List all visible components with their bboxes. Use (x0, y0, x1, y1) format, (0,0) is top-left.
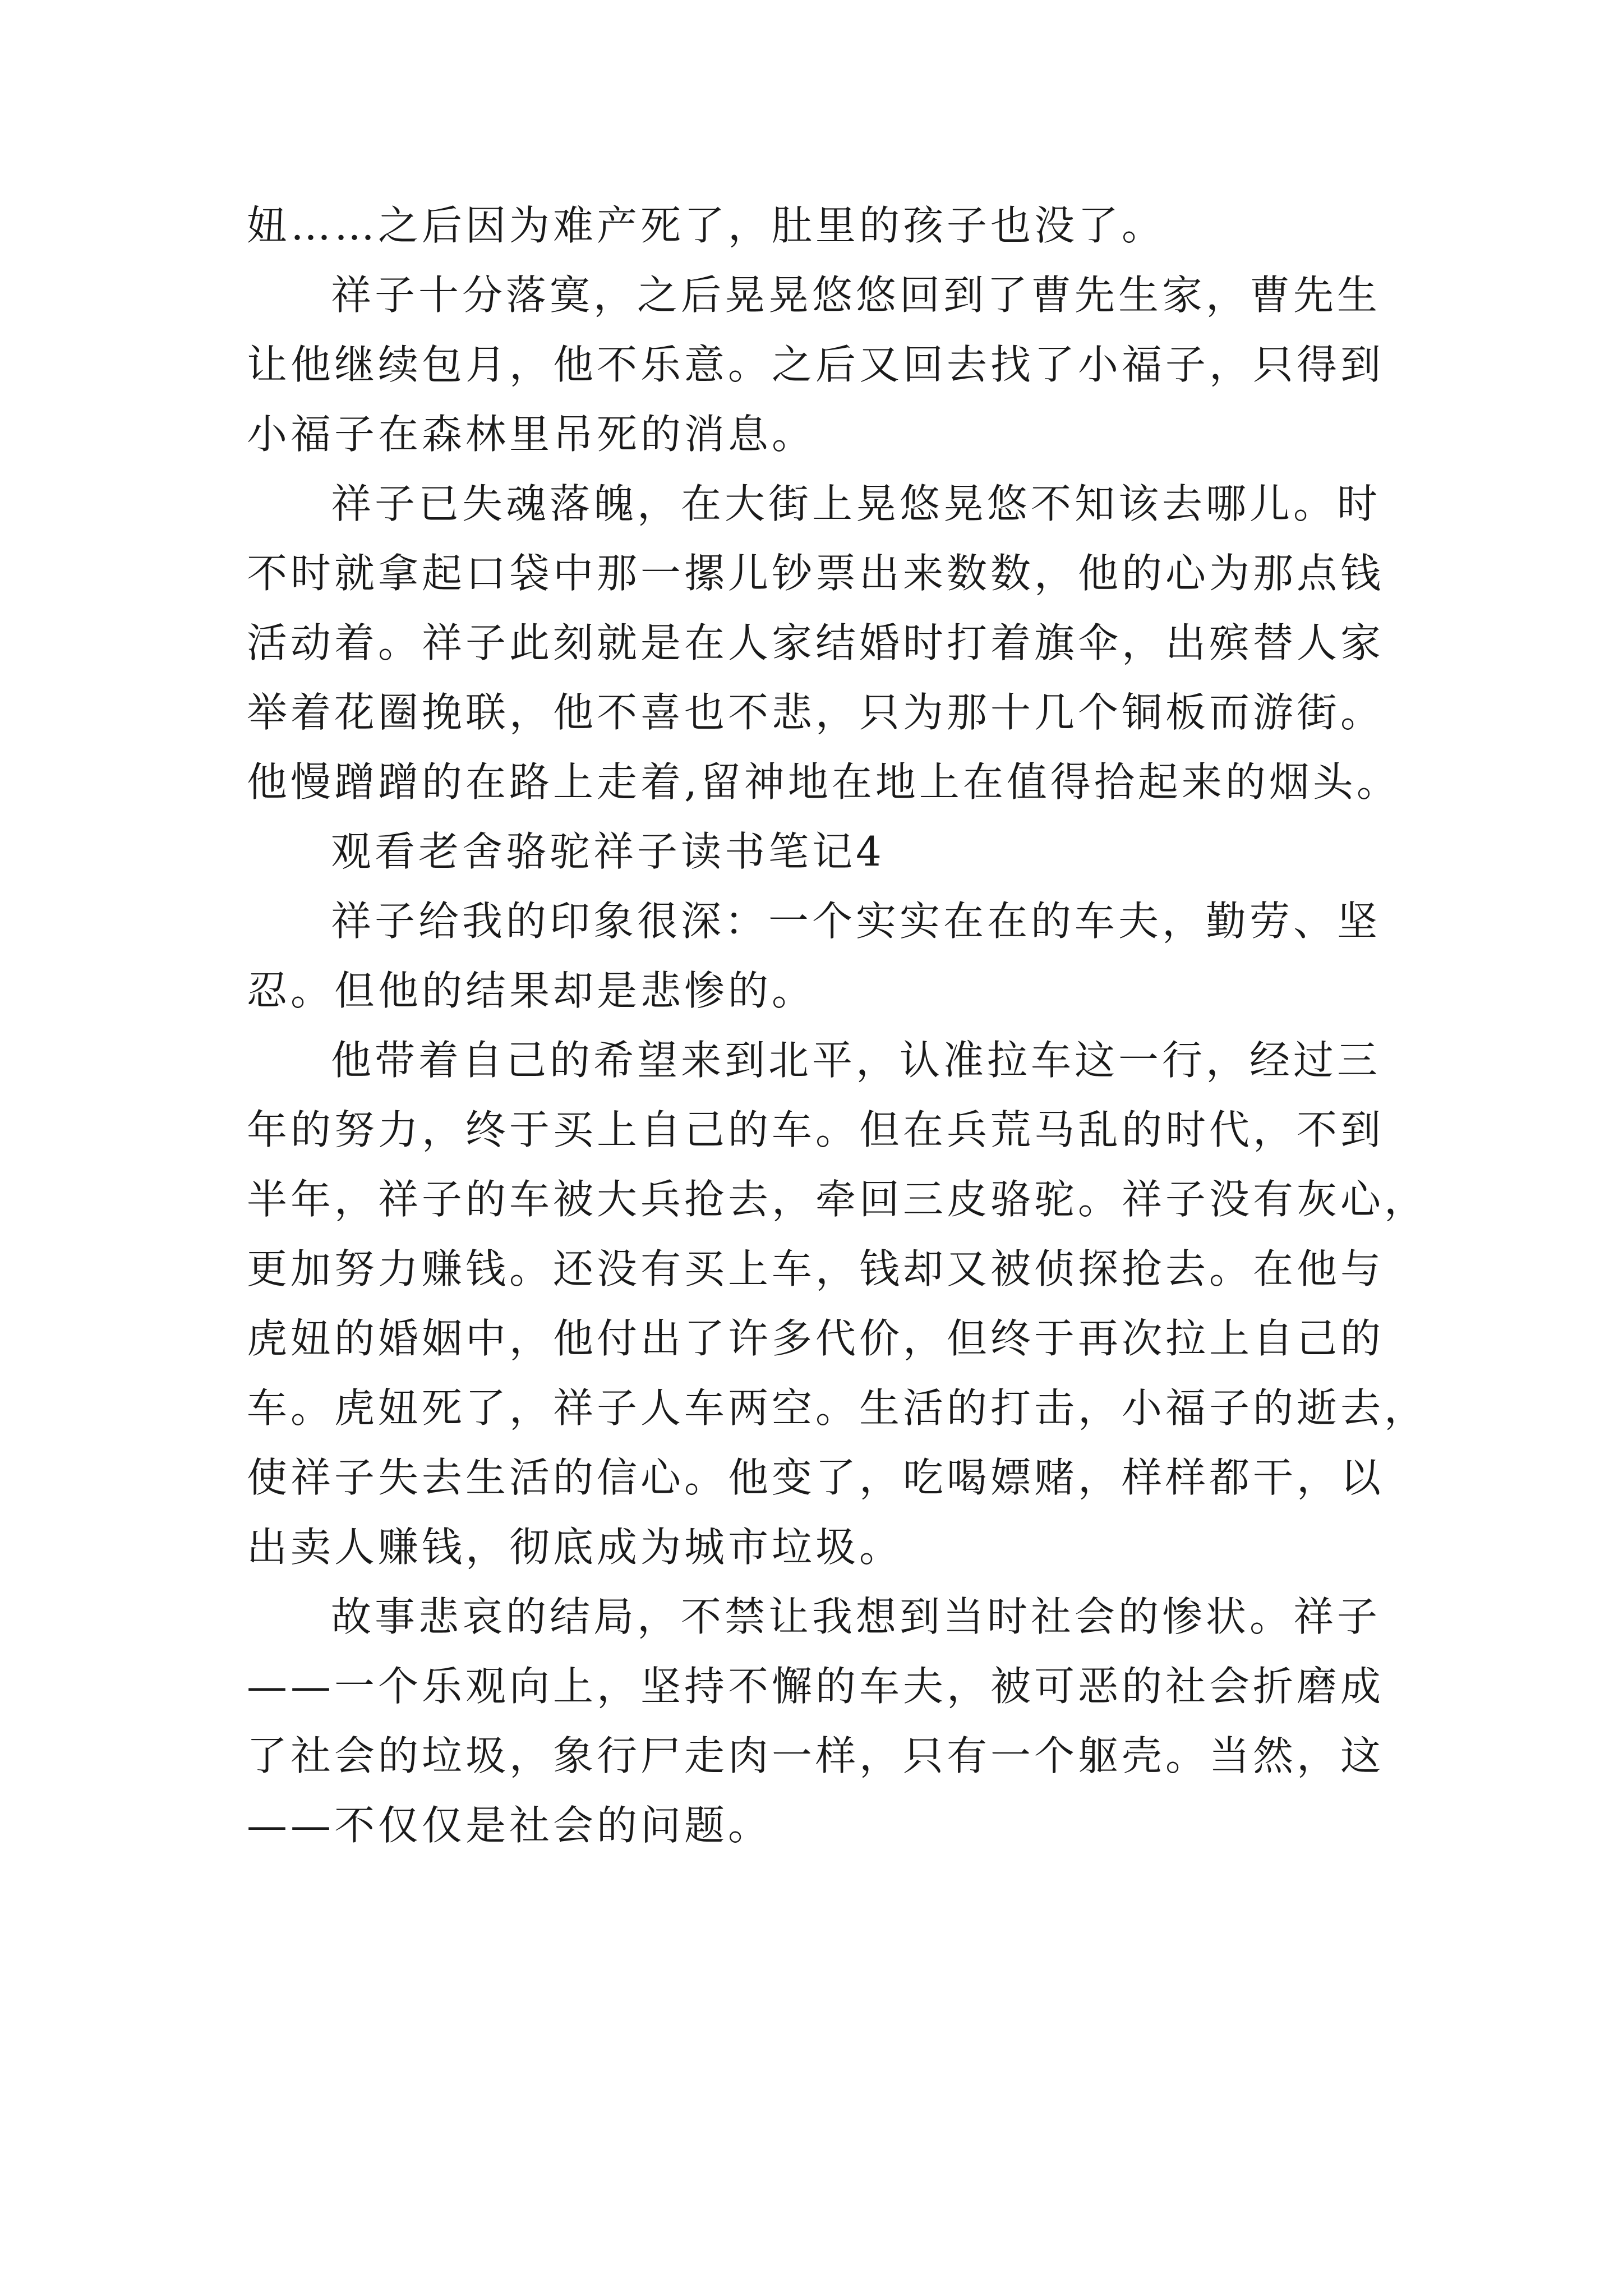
text-line: 活动着。祥子此刻就是在人家结婚时打着旗伞，出殡替人家 (247, 619, 1385, 666)
paragraph-6 (247, 1025, 1428, 1582)
text-line: 不时就拿起口袋中那一摞儿钞票出来数数，他的心为那点钱 (247, 550, 1385, 597)
text-line: 了社会的垃圾，象行尸走肉一样，只有一个躯壳。当然，这 (247, 1732, 1385, 1779)
text-line: 让他继续包月，他不乐意。之后又回去找了小福子，只得到 (247, 341, 1385, 388)
paragraph-2 (247, 260, 1402, 469)
heading-text: 观看老舍骆驼祥子读书笔记4 (331, 828, 885, 875)
text-line: 车。虎妞死了，祥子人车两空。生活的打击，小福子的逝去， (247, 1384, 1428, 1432)
text-line: 妞……之后因为难产死了，肚里的孩子也没了。 (247, 202, 1166, 249)
text-line: 更加努力赚钱。还没有买上车，钱却又被侦探抢去。在他与 (247, 1245, 1385, 1292)
text-line: 他带着自己的希望来到北平，认准拉车这一行，经过三 (331, 1037, 1381, 1084)
text-line: 出卖人赚钱，彻底成为城市垃圾。 (247, 1524, 903, 1571)
section-heading (247, 817, 1402, 886)
paragraph-5 (247, 886, 1402, 1025)
document-body (247, 191, 1428, 1860)
text-line: ——一个乐观向上，坚持不懈的车夫，被可恶的社会折磨成 (247, 1663, 1385, 1710)
text-line: 年的努力，终于买上自己的车。但在兵荒马乱的时代，不到 (247, 1106, 1385, 1153)
text-line: 虎妞的婚姻中，他付出了许多代价，但终于再次拉上自己的 (247, 1315, 1385, 1362)
text-line: 祥子给我的印象很深：一个实实在在的车夫，勤劳、坚 (331, 898, 1381, 945)
text-line: 祥子已失魂落魄，在大街上晃悠晃悠不知该去哪儿。时 (331, 480, 1381, 527)
text-line: 他慢蹭蹭的在路上走着,留神地在地上在值得拾起来的烟头。 (247, 758, 1400, 806)
text-line: 忍。但他的结果却是悲惨的。 (247, 967, 816, 1014)
paragraph-3 (247, 469, 1402, 817)
text-line: 小福子在森林里吊死的消息。 (247, 411, 816, 458)
paragraph-1 (247, 191, 1402, 260)
text-line: 举着花圈挽联，他不喜也不悲，只为那十几个铜板而游街。 (247, 689, 1385, 736)
paragraph-7 (247, 1582, 1402, 1860)
text-line: 半年，祥子的车被大兵抢去，牵回三皮骆驼。祥子没有灰心， (247, 1176, 1428, 1223)
text-line: ——不仅仅是社会的问题。 (247, 1802, 772, 1849)
text-line: 祥子十分落寞，之后晃晃悠悠回到了曹先生家，曹先生 (331, 272, 1381, 319)
text-line: 使祥子失去生活的信心。他变了，吃喝嫖赌，样样都干，以 (247, 1454, 1385, 1501)
text-line: 故事悲哀的结局，不禁让我想到当时社会的惨状。祥子 (331, 1593, 1381, 1640)
